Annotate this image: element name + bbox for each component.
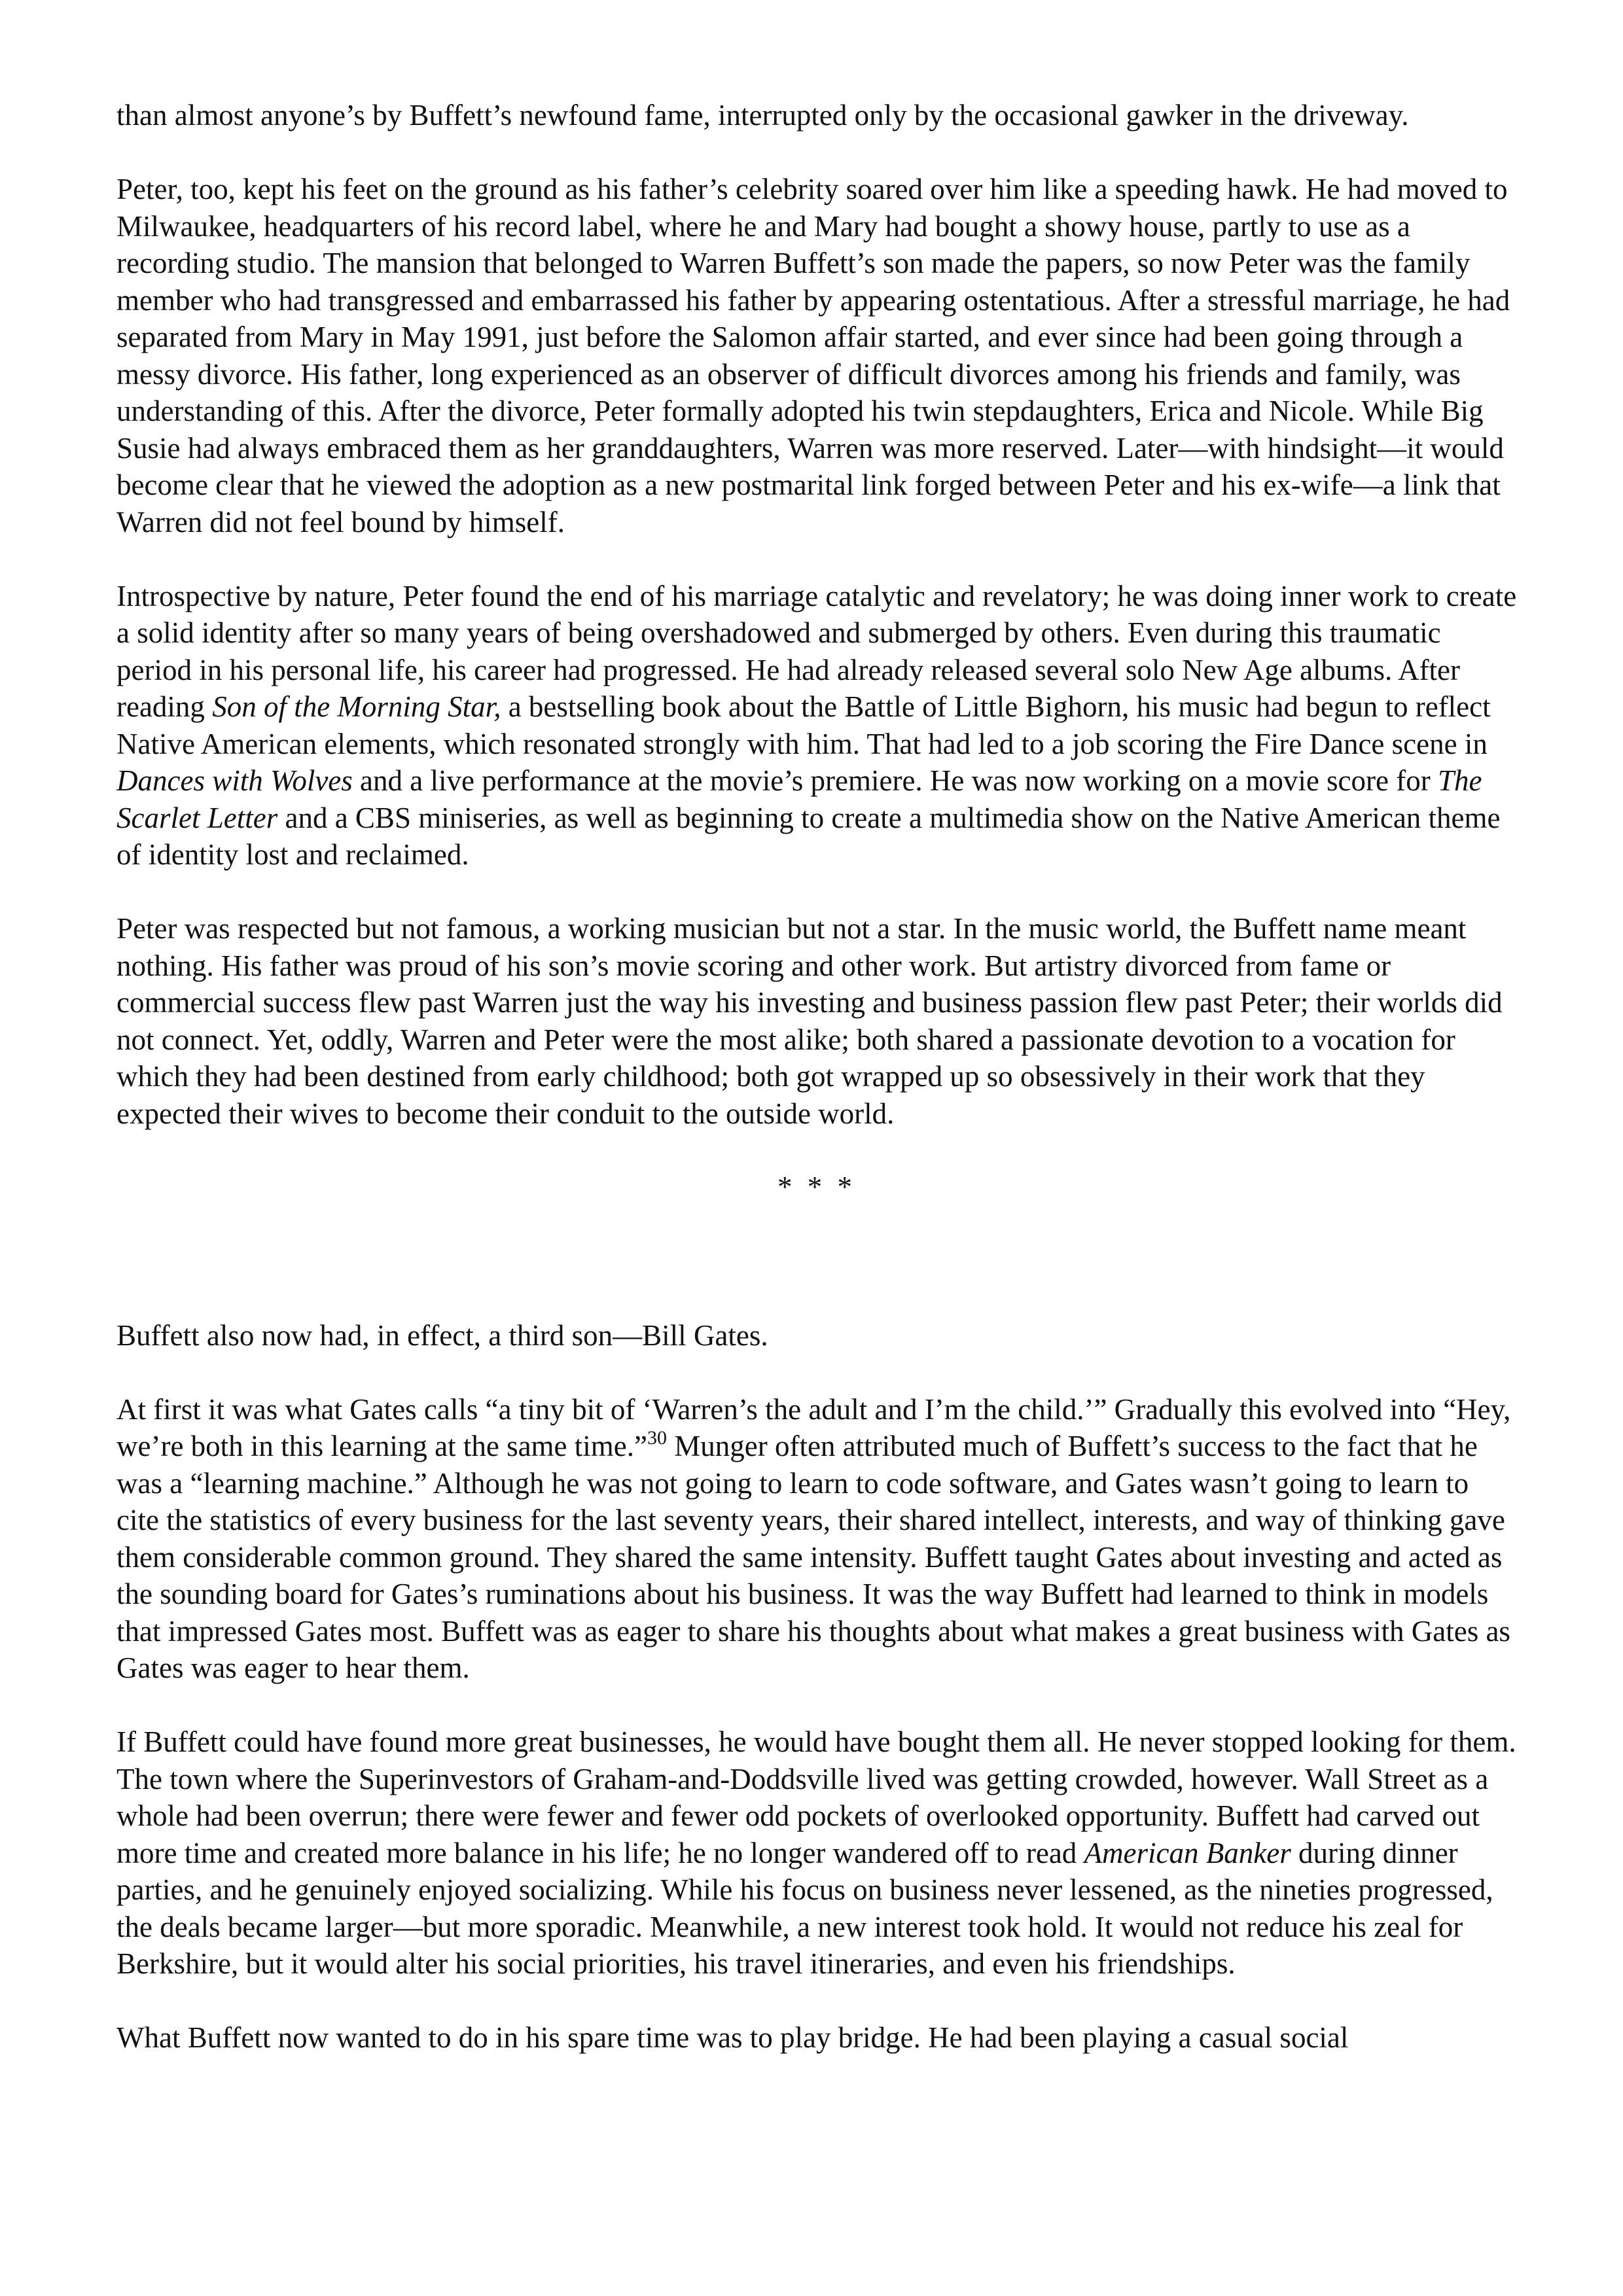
text-segment: and a live performance at the movie’s premiere. He was now working on a movie score for xyxy=(352,764,1438,797)
text-segment: Peter was respected but not famous, a working musician but not a star. In the music world, the Buffett name meant nothing. His father was proud of his son’s movie scoring and other work. But artistry divorced from fame or commercial success flew past Warren just the way his investing and business passion flew past Peter; their worlds did not connect. Yet, oddly, Warren and Peter were the most alike; both shared a passionate devotion to a vocation for which they had been destined from early childhood; both got wrapped up so obsessively in their work that they expected their wives to become their conduit to the outside world. xyxy=(116,912,1503,1130)
body-text-before-separator xyxy=(116,97,1517,1132)
text-segment: Munger often attributed much of Buffett’s success to the fact that he was a “learning machine.” Although he was not going to learn to code software, and Gates wasn’t going to learn to cite the statistics of every business for the last seventy years, their shared intellect, interests, and way of thinking gave them considerable common ground. They shared the same intensity. Buffett taught Gates about investing and acted as the sounding board for Gates’s ruminations about his business. It was the way Buffett had learned to think in models that impressed Gates most. Buffett was as eager to share his thoughts about what makes a great business with Gates as Gates was eager to hear them. xyxy=(116,1430,1510,1684)
text-segment: If Buffett could have found more great businesses, he would have bought them all. He never stopped looking for them. The town where the Superinvestors of Graham-and-Doddsville lived was getting crowded, however. Wall Street as a whole had been overrun; there were fewer and fewer odd pockets of overlooked opportunity. Buffett had carved out more time and created more balance in his life; he no longer wandered off to read xyxy=(116,1725,1516,1869)
section-separator: * * * xyxy=(777,1171,856,1203)
paragraph-p3 xyxy=(116,578,1517,874)
document-page xyxy=(116,97,1517,2093)
text-segment: than almost anyone’s by Buffett’s newfound fame, interrupted only by the occasional gawker in the driveway. xyxy=(116,99,1409,132)
text-segment: during dinner parties, and he genuinely enjoyed socializing. While his focus on business never lessened, as the nineties progressed, the deals became larger—but more sporadic. Meanwhile, a new interest took hold. It would not reduce his zeal for Berkshire, but it would alter his social priorities, his travel itineraries, and even his friendships. xyxy=(116,1836,1493,1980)
paragraph-p2 xyxy=(116,171,1517,540)
text-segment: What Buffett now wanted to do in his spare time was to play bridge. He had been playing a casual social xyxy=(116,2021,1349,2054)
footnote-marker: 30 xyxy=(647,1427,667,1449)
body-text-after-separator xyxy=(116,1317,1517,2057)
paragraph-p5 xyxy=(116,1317,1517,1354)
paragraph-p8 xyxy=(116,2019,1517,2057)
paragraph-p1 xyxy=(116,97,1517,134)
italic-title: American Banker xyxy=(1084,1836,1291,1869)
text-segment: Introspective by nature, Peter found the end of his marriage catalytic and revelatory; he was doing inner work to create a solid identity after so many years of being overshadowed and submerged by others. Even during this traumatic period in his personal life, his career had progressed. He had already released several solo New Age albums. After reading xyxy=(116,579,1517,723)
text-segment: At first it was what Gates calls “a tiny bit of ‘Warren’s the adult and I’m the child.’” Gradually this evolved into “Hey, we’re both in this learning at the same time.” xyxy=(116,1392,1511,1462)
text-segment: and a CBS miniseries, as well as beginning to create a multimedia show on the Native American theme of identity lost and reclaimed. xyxy=(116,801,1501,871)
text-segment: Buffett also now had, in effect, a third son—Bill Gates. xyxy=(116,1318,768,1352)
italic-title: Dances with Wolves xyxy=(116,764,353,797)
italic-title: Son of the Morning Star, xyxy=(212,690,501,723)
paragraph-p7 xyxy=(116,1723,1517,1983)
italic-title: The Scarlet Letter xyxy=(116,764,1482,834)
text-segment: Peter, too, kept his feet on the ground as his father’s celebrity soared over him like a speeding hawk. He had moved to Milwaukee, headquarters of his record label, where he and Mary had bought a showy house, partly to use as a recording studio. The mansion that belonged to Warren Buffett’s son made the papers, so now Peter was the family member who had transgressed and embarrassed his father by appearing ostentatious. After a stressful marriage, he had separated from Mary in May 1991, just before the Salomon affair started, and ever since had been going through a messy divorce. His father, long experienced as an observer of difficult divorces among his friends and family, was understanding of this. After the divorce, Peter formally adopted his twin stepdaughters, Erica and Nicole. While Big Susie had always embraced them as her granddaughters, Warren was more reserved. Later—with hindsight—it would become clear that he viewed the adoption as a new postmarital link forged between Peter and his ex-wife—a link that Warren did not feel bound by himself. xyxy=(116,173,1510,539)
paragraph-p6 xyxy=(116,1391,1517,1687)
text-segment: a bestselling book about the Battle of Little Bighorn, his music had begun to reflect Native American elements, which resonated strongly with him. That had led to a job scoring the Fire Dance scene in xyxy=(116,690,1491,760)
paragraph-p4 xyxy=(116,910,1517,1132)
